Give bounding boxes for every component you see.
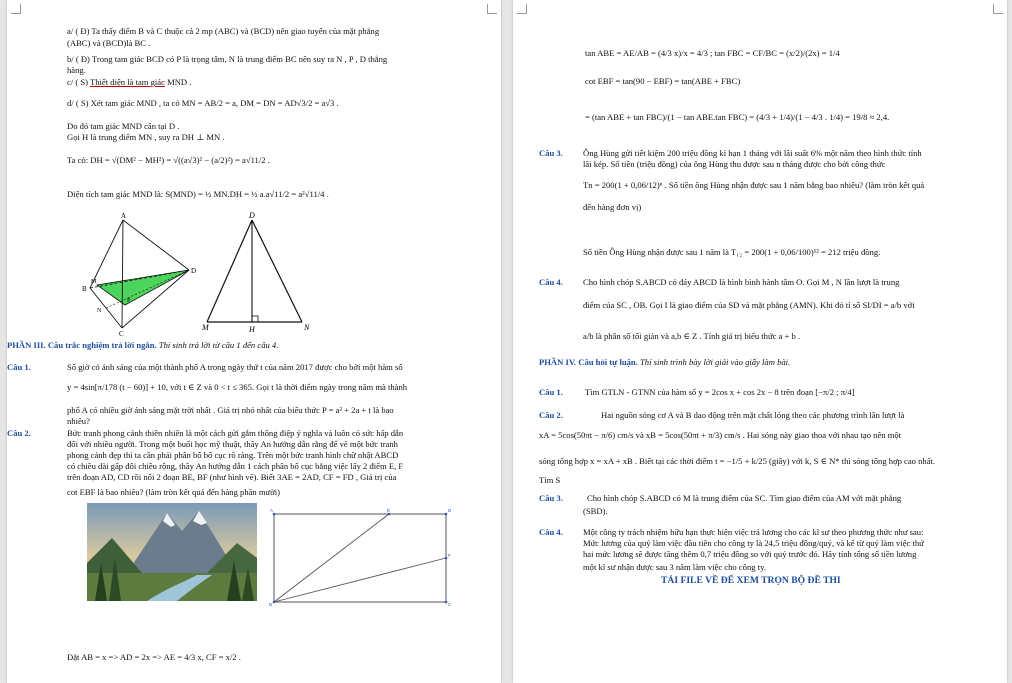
point-marker bbox=[445, 513, 448, 516]
edge-ab bbox=[90, 220, 123, 288]
vertex-label: B bbox=[82, 285, 87, 293]
cot-result: = (tan ABE + tan FBC)/(1 − tan ABE.tan FBC) = (4/3 + 1/4)/(1 − 4/3 . 1/4) = 19/8 ≈ 2,4. bbox=[585, 112, 890, 122]
vertex-label: D bbox=[249, 211, 255, 220]
q3-text: đến hàng đơn vị) bbox=[583, 202, 642, 212]
q2-text: trên đoạn AD, CD rồi nối 2 đoạn BE, BF (như hình vẽ). Biết 3AE = 2AD, CF = FD , Giá trị của bbox=[67, 472, 397, 482]
midpoint-line: Gọi H là trung điểm MN , suy ra DH ⊥ MN . bbox=[67, 132, 225, 142]
question-label: Câu 4. bbox=[539, 277, 563, 287]
p4-text: Mức lương của quý làm việc đầu tiên cho công ty là 24,5 triệu đồng/quý, và kể từ quý làm việc thứ bbox=[583, 538, 924, 548]
question-label: Câu 3. bbox=[539, 148, 563, 158]
q1-text: Số giờ có ánh sáng của một thành phố A trong ngày thứ t của năm 2017 được cho bởi một hàm số bbox=[67, 362, 403, 372]
point-label: E bbox=[387, 508, 391, 513]
vertex-label: N bbox=[97, 308, 102, 314]
question-label: Câu 3. bbox=[539, 493, 563, 503]
side-dn bbox=[252, 220, 302, 322]
part4-note: Thí sinh trình bày lời giải vào giấy làm bài. bbox=[637, 357, 791, 367]
crop-mark bbox=[993, 4, 1003, 14]
p2-text: Tìm S bbox=[539, 475, 561, 485]
point-marker bbox=[445, 557, 448, 560]
question-label: Câu 2. bbox=[539, 410, 563, 420]
p3-text: Cho hình chóp S.ABCD có M là trung điểm của SC. Tìm giao điểm của AM với mặt phẳng bbox=[587, 493, 902, 503]
tan-formulas: tan ABE = AE/AB = (4/3 x)/x = 4/3 ; tan FBC = CF/BC = (x/2)/(2x) = 1/4 bbox=[585, 48, 840, 58]
answer-c-label: c/ ( S) bbox=[67, 77, 90, 87]
rectangle-outline bbox=[274, 514, 446, 602]
p4-text: một kĩ sư nhận được sau 3 năm làm việc cho công ty. bbox=[583, 562, 766, 572]
answer-b-cont: hàng. bbox=[67, 65, 86, 75]
p4-text: Một công ty trách nhiệm hữu hạn thực hiện việc trả lương cho các kĩ sư theo phương thức như sau: bbox=[583, 527, 924, 537]
q2-text: đối với nhiều người. Trong một buổi học mỹ thuật, thầy An hướng dẫn rằng để vẽ một bức tranh bbox=[67, 439, 398, 449]
q4-text: a/b là phân số tối giản và a,b ∈ Z . Tính giá trị biểu thức a + b . bbox=[583, 331, 801, 341]
p4-text: hai mức lương sẽ được tăng thêm 0,7 triệu đồng so với quý trước đó. Hãy tính tổng số tiền lương bbox=[583, 549, 917, 559]
tetrahedron-figure bbox=[77, 212, 202, 336]
point-label: C bbox=[448, 602, 452, 607]
isosceles-line: Do đó tam giác MND cân tại D . bbox=[67, 121, 180, 131]
area-formula: Diện tích tam giác MND là: S(MND) = ½ MN.DH = ½ a.a√11/2 = a²√11/4 . bbox=[67, 189, 329, 199]
vertex-label: C bbox=[119, 330, 124, 338]
vertex-label: N bbox=[304, 323, 310, 332]
q2-text: Bức tranh phong cảnh thiên nhiên là một cách gửi gắm thông điệp ý nghĩa và luôn có sức hấp dẫn bbox=[67, 428, 404, 438]
segment-bf bbox=[274, 558, 446, 602]
rectangle-abcd-figure bbox=[269, 510, 455, 606]
q2-text: cot EBF là bao nhiêu? (làm tròn kết quả đến hàng phần mười) bbox=[67, 487, 281, 497]
cross-section-triangle bbox=[97, 270, 189, 305]
point-label: D bbox=[448, 508, 452, 513]
crop-mark bbox=[11, 4, 21, 14]
crop-mark bbox=[487, 4, 497, 14]
download-banner[interactable]: TẢI FILE VỀ ĐỂ XEM TRỌN BỘ ĐỀ THI bbox=[661, 575, 841, 586]
part4-heading bbox=[539, 357, 790, 368]
q4-text: điểm của SC , OB. Gọi I là giao điểm của SD và mặt phẳng (AMN). Khi đó tỉ số SI/DI = a/b với bbox=[583, 300, 915, 310]
cot-formula: cot EBF = tan(90 − EBF) = tan(ABE + FBC) bbox=[585, 76, 741, 86]
question-label: Câu 4. bbox=[539, 527, 563, 537]
vertex-label: A bbox=[121, 212, 127, 220]
part3-note: Thí sinh trả lời từ câu 1 đến câu 4. bbox=[156, 340, 279, 350]
edge-ad bbox=[123, 220, 189, 270]
part4-title: PHẦN IV. Câu hỏi tự luận. bbox=[539, 357, 638, 367]
q3-solution: Số tiền Ông Hùng nhận được sau 1 năm là T₁₂ = 200(1 + 0,06/100)¹² = 212 triệu đồng. bbox=[583, 247, 881, 257]
p2-text: xA = 5cos(50πt − π/6) cm/s và xB = 5cos(50πt + π/3) cm/s . Hai sóng này giao thoa với nhau tạo nên một bbox=[539, 430, 902, 440]
point-marker bbox=[273, 601, 276, 604]
q1-text: phố A có nhiều giờ ánh sáng mặt trời nhất . Giá trị nhỏ nhất của biểu thức P = a² + 2a + t là bao bbox=[67, 405, 394, 415]
vertex-label: M bbox=[91, 279, 97, 285]
vertex-label: M bbox=[202, 323, 209, 332]
solution-line: Đặt AB = x => AD = 2x => AE = 4/3 x, CF = x/2 . bbox=[67, 652, 241, 662]
edge-ac bbox=[122, 220, 123, 328]
point-marker bbox=[273, 513, 276, 516]
segment-be bbox=[274, 514, 389, 602]
answer-c-underlined: Thiết diện là tam giác bbox=[90, 77, 165, 87]
point-label: B bbox=[269, 602, 273, 607]
answer-a: a/ ( Đ) Ta thấy điểm B và C thuộc cả 2 mp (ABC) và (BCD) nên giao tuyến của mặt phẳng bbox=[67, 26, 380, 36]
q3-text: lãi kép. Số tiền (triệu đồng) của ông Hùng thu được sau n tháng được cho bởi công thức bbox=[583, 159, 886, 169]
point-marker bbox=[445, 601, 448, 604]
q4-text: Cho hình chóp S.ABCD có đáy ABCD là hình bình hành tâm O. Gọi M , N lần lượt là trung bbox=[583, 277, 900, 287]
part3-heading bbox=[7, 340, 278, 351]
q2-text: phong cảnh đẹp thì ta cần phải phân bố bố cục rõ ràng. Trên một bức tranh hình chữ nhật ABCD bbox=[67, 450, 399, 460]
right-page bbox=[513, 0, 1007, 683]
p2-text: sóng tổng hợp x = xA + xB . Biết tại các thời điểm t = −1/5 + k/25 (giây) với k, S ∈ N* thì sóng tổng hợp cao nhất. bbox=[539, 456, 936, 466]
triangle-mnd-figure bbox=[202, 212, 312, 336]
p1-text: Tìm GTLN - GTNN của hàm số y = 2cos x + cos 2x − 8 trên đoạn [−π/2 ; π/4] bbox=[585, 387, 855, 397]
right-angle-mark bbox=[252, 316, 258, 322]
question-label: Câu 2. bbox=[7, 428, 31, 438]
crop-mark bbox=[517, 4, 527, 14]
vertex-label: H bbox=[249, 325, 255, 334]
question-label: Câu 1. bbox=[7, 362, 31, 372]
point-label: F bbox=[448, 553, 451, 558]
q1-text: y = 4sin[π/178 (t − 60)] + 10, với t ∈ Z và 0 < t ≤ 365. Gọi t là thời điểm ngày trong năm mà thành bbox=[67, 382, 408, 392]
vertex-label: D bbox=[191, 267, 197, 275]
answer-c-end: MND . bbox=[164, 77, 192, 87]
question-label: Câu 1. bbox=[539, 387, 563, 397]
answer-c bbox=[67, 77, 191, 88]
left-page bbox=[7, 0, 501, 683]
point-marker bbox=[388, 513, 391, 516]
part3-title: PHẦN III. Câu trắc nghiệm trả lời ngắn. bbox=[7, 340, 157, 350]
side-dm bbox=[207, 220, 252, 322]
answer-d: d/ ( S) Xét tam giác MND , ta có MN = AB/2 = a, DM = DN = AD√3/2 = a√3 . bbox=[67, 98, 339, 108]
dh-formula: Ta có: DH = √(DM² − MH²) = √((a√3)² − (a/2)²) = a√11/2 . bbox=[67, 155, 270, 165]
q2-text: có chiều dài gấp đôi chiều rộng, thầy An hướng dẫn 1 cách phân bố cục bằng việc lấy 2 điểm E, F bbox=[67, 461, 404, 471]
q3-text: Ông Hùng gửi tiết kiệm 200 triệu đồng kì hạn 1 tháng với lãi suất 6% một năm theo hình thức tính bbox=[583, 148, 922, 158]
q3-text: Tn = 200(1 + 0,06/12)ⁿ . Số tiền ông Hùng nhận được sau 1 năm bằng bao nhiêu? (làm tròn kết quả bbox=[583, 180, 925, 190]
answer-b: b/ ( Đ) Trong tam giác BCD có P là trọng tâm, N là trung điểm BC nên suy ra N , P , D thẳng bbox=[67, 54, 388, 64]
answer-a-cont: (ABC) và (BCD)là BC . bbox=[67, 38, 151, 48]
landscape-painting-image bbox=[87, 503, 257, 601]
point-label: A bbox=[270, 508, 274, 513]
p2-text: Hai nguồn sóng cơ A và B dao động trên mặt chất lỏng theo các phương trình lần lượt là bbox=[601, 410, 905, 420]
vertex-label: P bbox=[127, 298, 131, 304]
p3-text: (SBD). bbox=[583, 506, 608, 516]
q1-text: nhiêu? bbox=[67, 416, 90, 426]
